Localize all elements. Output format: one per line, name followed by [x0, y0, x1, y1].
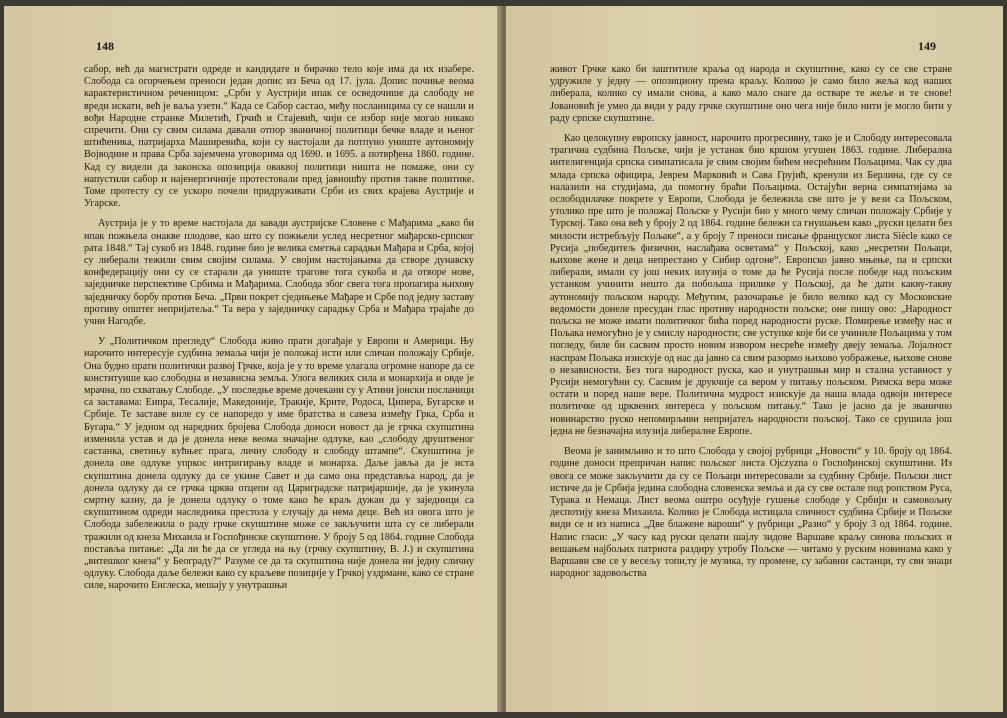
page-number-left: 148 [96, 39, 114, 53]
open-book-spread [4, 6, 1003, 712]
left-page-text [84, 64, 474, 593]
right-page [506, 6, 1003, 712]
paragraph: Као целокупну европску јавност, нарочито прогресивну, тако је и Слободу интересовала трагична судбина Пољске, чији је устанак био кршом угушен 1863. године. Либерална интелигенција српска симпатисала је свим својим бићем несрећним Пољацима. Чак су два млада српска официра, Јеврем Марковић и Сава Грујић, кренули из Берлина, где су се налазили на студијама, да помогну браћи Пољацима. Остајући верна симпатијама за ослободилачке покрете у Европи, Слобода је бележила све што је у вези са Пољском, утолико пре што је положај Пољске у Русији био у много чему сличан положају Србије у Турској. Тако она већ у броју 2 од 1864. године бележи са гнушањем како „руски целати без милости истребљују Пољаке“, а у броју 7 преноси писање француског листа Siècle како се Русија „победитељ физични, наслађава осветама“ у Пољској, како „несретни Пољаци, њихове жене и деца непрестано у Сибир одгоне“. Европско јавно мњење, па и српски либерали, имали су још неких илузија о томе да ће Русија после победе над пољским устанком учинити нешто да побољша прилике у Пољској, да ће дати какву-такву аутономију пољском народу. Међутим, разочарање је било велико кад су Московские ведомости донеле пресудан глас противу народности пољске; оне пишу ово: „Народност пољска не може имати политичког бића поред народности руске. Помирење између нас и Пољака немогућно је у смислу народности; све уступке које би се учиниле Пољацима у том погледу, биле би сасвим просто новим извором несреће између двеју земаља. Лојалност наспрам Пољака изискује од нас да јавно са свим разормо њихово уображење, њихове снове о независности. Без тога народност руска, као и унутрашњи мир и стална уставност у Русији немогућни су. Сасвим је друкчије са вером у питању пољском. Римска вера може остати и поред наше вере. Политична мудрост изискује да наша влада одвоји интересе политичке од црквених интереса у пољском питању.“ Тако је јасно да је званично новинарство руско непомирљиви непријатељ народности пољској. Тако се срушила још једна не безначајна илузија либералне Европе. [550, 133, 952, 437]
page-number-right: 149 [918, 39, 936, 53]
paragraph: Веома је занимљиво и то што Слобода у својој рубрици „Новости“ у 10. броју од 1864. године доноси препричан напис пољског листа Ојczyzna о Госпођинској скупштини. Из овога се може закључити да су се Пољаци интересовали за судбину Србије. Пољски лист истиче да је Србија једина слободна словенска земља и да су све остале под ропством Руса, Турака и Немаца. Лист веома оштро осуђује гушење слободе у Србији и самовољну деспотију кнеза Михаила. Колико је Слобода истицала сличност судбина Србије и Пољске види се и из написа „Две блажене вароши“ у рубрици „Разно“ у броју 3 од 1864. године. Напис гласи: „У часу кад руски целати шајлу зидове Варшаве краљу синова пољских и вешањем најбољих патриота раздиру утробу Пољске — читамо у руским новинама како у Варшави све се у весељу топи,ту је музика, ту промене, су забавни састанци, ту сви знаци народног задовољства [550, 446, 952, 580]
right-page-text [550, 64, 952, 580]
left-page [4, 6, 501, 712]
paragraph: Аустрија је у то време настојала да завади аустријске Словене с Мађарима „како би ипак пожњела онакве плодове, као што су пожњели услед несретног мађарско-српског рата 1848.“ Тај сукоб из 1848. године био је велика сметња сарадњи Мађара и Срба, којој су либерали тежили свим својим силама. У својим настојањима да створе дунавску конфедерацију они су се старали да униште трагове тога сукоба и да отворе нове, заједничке перспективе Србима и Мађарима. Слобода због свега тога пропагира њихову заједничку борбу против Беча. „Први покрет сједињење Мађаре и Србе под једну заставу противу општег непријатеља.“ Та вера у заједничку сарадњу Срба и Мађара трајаће до учни Нагодбе. [84, 218, 474, 328]
paragraph: У „Политичком прегледу“ Слобода живо прати догађаје у Европи и Америци. Њу нарочито интересује судбина земаља чији је положај исти или сличан положају Србије. Она будно прати политички развој Грчке, која је у то време улагала огромне напоре да се конституише као слободна и независна земља. Улога великих сила и монархија и овде је мрачна, по схватању Слободе. „У последње време дочекани су у Атини јонски посланици са заставама: Еипра, Тесалије, Македоније, Тракије, Крите, Родоса, Ципера, Бугарске и Србије. Те заставе виле су се напоредо у име братства и савеза између Грка, Срба и Бугара.“ У једном од наредних бројева Слобода доноси новост да је грчка скупштина изменила устав и да је донела неке веома значајне одлуке, као „слободу друштвеног састанка, светињу кућњег прага, личну слободу и слободу штампе“. Скупштина је донела ове одлуке упркос интригирању владе и монарха. Даље јавља да је иста скупштина донела одлуку да се укине Савет и да само она представља народ, да је донела одлуку да се грчка црква отцепи од Цариградске патријаршије, да је укинула смртну казну, да је донела одлуку о томе како ће краљ дужан да у заједници са скупштином одреди наследника престола у случају да нема деце. Већ из овога што је Слобода забележила о раду грчке скупштине може се закључити шта су се либерали тражили од кнеза Михаила и Госпођинске скупштине. У броју 5 од 1864. године Слобода поставља питање: „Да ли ће да се угледа на њу (грчку скупштину, В. Ј.) и скупштина „витешког кнеза“ у Београду?“ Разуме се да та скупштина није донела ни једну сличну одлуку. Слобода даље бележи како су краљеве позиције у Грчкој уздрмане, како се стране силе, нарочито Енглеска, мешају у унутрашњи [84, 336, 474, 592]
paragraph: живот Грчке како би заштитиле краља од народа и скупштине, како су се све стране удружиле у једну — опозициону према краљу. Колико је само било жеља код наших либерала, колико су имали снова, а како мало снаге да остваре те жеље и те снове! Јовановић је умео да види у раду грчке скупштине оно чега није било нити је могло бити у раду српске скупштине. [550, 64, 952, 124]
paragraph: сабор, већ да магистрати одреде и кандидате и бирачко тело које има да их изабере. Слобода са огорчењем преноси један допис из Беча од 17. јула. Допис почиње веома карактеристичном реченицом: „Срби у Аустрији ипак се осведочише да слободу не вреди искати, већ је ваља узети.“ Када се Сабор састао, међу посланицима су се нашли и вођи Народне странке Милетић, Грчић и Стајевић, чији се избор није могао никако спречити. Они су свим силама давали отпор званичној политици бечке владе и њеног штићеника, патријарха Маширевића, који су настојали да потпуно униште аутономију Војводине и права Срба зајемчена уговорима од 1690. и 1695. а потврђена 1860. године. Кад су видели да законска опозиција оваквој политици ништа не помаже, они су напустили сабор и најенергичније протестовали пред јавношћу против такве политике. Томе протесту су се ускоро почели придруживати Срби из свих крајева Аустрије и Угарске. [84, 64, 474, 210]
